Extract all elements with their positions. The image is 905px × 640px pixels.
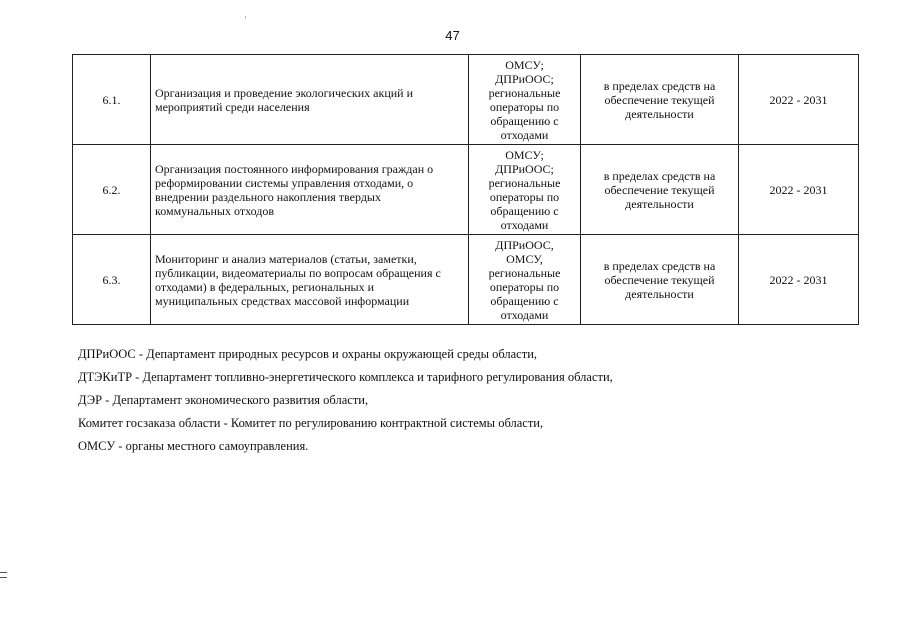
responsible-executors-line: операторы по bbox=[489, 99, 560, 114]
responsible-executors-line: региональные bbox=[488, 175, 561, 190]
responsible-executors-line: операторы по bbox=[489, 279, 560, 294]
funding-source-line: в пределах средств на bbox=[603, 258, 716, 273]
abbreviations-legend bbox=[78, 343, 613, 458]
measure-description-line: муниципальных средствах массовой информации bbox=[155, 293, 410, 308]
funding-source-line: обеспечение текущей bbox=[604, 182, 715, 197]
responsible-executors-line: ДПРиООС; bbox=[495, 71, 554, 86]
funding-source bbox=[581, 145, 739, 235]
responsible-executors-line: обращению с bbox=[490, 203, 559, 218]
measure-description-line: отходами) в федеральных, региональных и bbox=[155, 279, 375, 294]
responsible-executors-line: региональные bbox=[488, 85, 561, 100]
measure-description-line: Организация постоянного информирования граждан о bbox=[155, 161, 434, 176]
measures-table bbox=[72, 54, 859, 325]
responsible-executors-line: отходами bbox=[500, 127, 549, 142]
responsible-executors-line: ОМСУ, bbox=[506, 251, 543, 266]
scan-mark bbox=[245, 16, 246, 19]
funding-source bbox=[581, 55, 739, 145]
margin-mark bbox=[0, 577, 7, 578]
responsible-executors bbox=[469, 145, 581, 235]
funding-source-line: деятельности bbox=[625, 106, 694, 121]
funding-source-line: обеспечение текущей bbox=[604, 92, 715, 107]
measure-description bbox=[151, 145, 469, 235]
responsible-executors-line: операторы по bbox=[489, 189, 560, 204]
table-row bbox=[73, 235, 859, 325]
responsible-executors-line: ДПРиООС; bbox=[495, 161, 554, 176]
responsible-executors-line: обращению с bbox=[490, 113, 559, 128]
measure-description-line: публикации, видеоматериалы по вопросам обращения с bbox=[155, 265, 441, 280]
legend-item: ДПРиООС - Департамент природных ресурсов и охраны окружающей среды области, bbox=[78, 347, 538, 361]
measure-description-line: Мониторинг и анализ материалов (статьи, заметки, bbox=[155, 251, 417, 266]
funding-source-line: деятельности bbox=[625, 196, 694, 211]
responsible-executors-line: отходами bbox=[500, 307, 549, 322]
margin-mark bbox=[0, 572, 7, 573]
responsible-executors-line: ОМСУ; bbox=[505, 147, 544, 162]
implementation-period: 2022 - 2031 bbox=[739, 235, 859, 325]
table-row bbox=[73, 145, 859, 235]
item-number: 6.2. bbox=[73, 145, 151, 235]
responsible-executors bbox=[469, 235, 581, 325]
responsible-executors-line: ОМСУ; bbox=[505, 57, 544, 72]
funding-source-line: деятельности bbox=[625, 286, 694, 301]
table-row bbox=[73, 55, 859, 145]
item-number: 6.3. bbox=[73, 235, 151, 325]
funding-source-line: в пределах средств на bbox=[603, 78, 716, 93]
legend-item: ОМСУ - органы местного самоуправления. bbox=[78, 439, 309, 453]
implementation-period: 2022 - 2031 bbox=[739, 55, 859, 145]
legend-item: ДТЭКиТР - Департамент топливно-энергетического комплекса и тарифного регулирования области, bbox=[78, 370, 613, 384]
legend-item: ДЭР - Департамент экономического развития области, bbox=[78, 393, 369, 407]
measure-description bbox=[151, 235, 469, 325]
page-number: 47 bbox=[445, 28, 460, 43]
measure-description-line: внедрении раздельного накопления твердых bbox=[155, 189, 381, 204]
funding-source-line: в пределах средств на bbox=[603, 168, 716, 183]
responsible-executors-line: отходами bbox=[500, 217, 549, 232]
measure-description bbox=[151, 55, 469, 145]
legend-item: Комитет госзаказа области - Комитет по регулированию контрактной системы области, bbox=[78, 416, 544, 430]
measure-description-line: мероприятий среди населения bbox=[155, 99, 310, 114]
funding-source bbox=[581, 235, 739, 325]
responsible-executors bbox=[469, 55, 581, 145]
measure-description-line: коммунальных отходов bbox=[155, 203, 275, 218]
item-number: 6.1. bbox=[73, 55, 151, 145]
responsible-executors-line: обращению с bbox=[490, 293, 559, 308]
funding-source-line: обеспечение текущей bbox=[604, 272, 715, 287]
measure-description-line: реформировании системы управления отходами, о bbox=[155, 175, 414, 190]
measure-description-line: Организация и проведение экологических акций и bbox=[155, 85, 414, 100]
implementation-period: 2022 - 2031 bbox=[739, 145, 859, 235]
responsible-executors-line: ДПРиООС, bbox=[495, 237, 554, 252]
responsible-executors-line: региональные bbox=[488, 265, 561, 280]
